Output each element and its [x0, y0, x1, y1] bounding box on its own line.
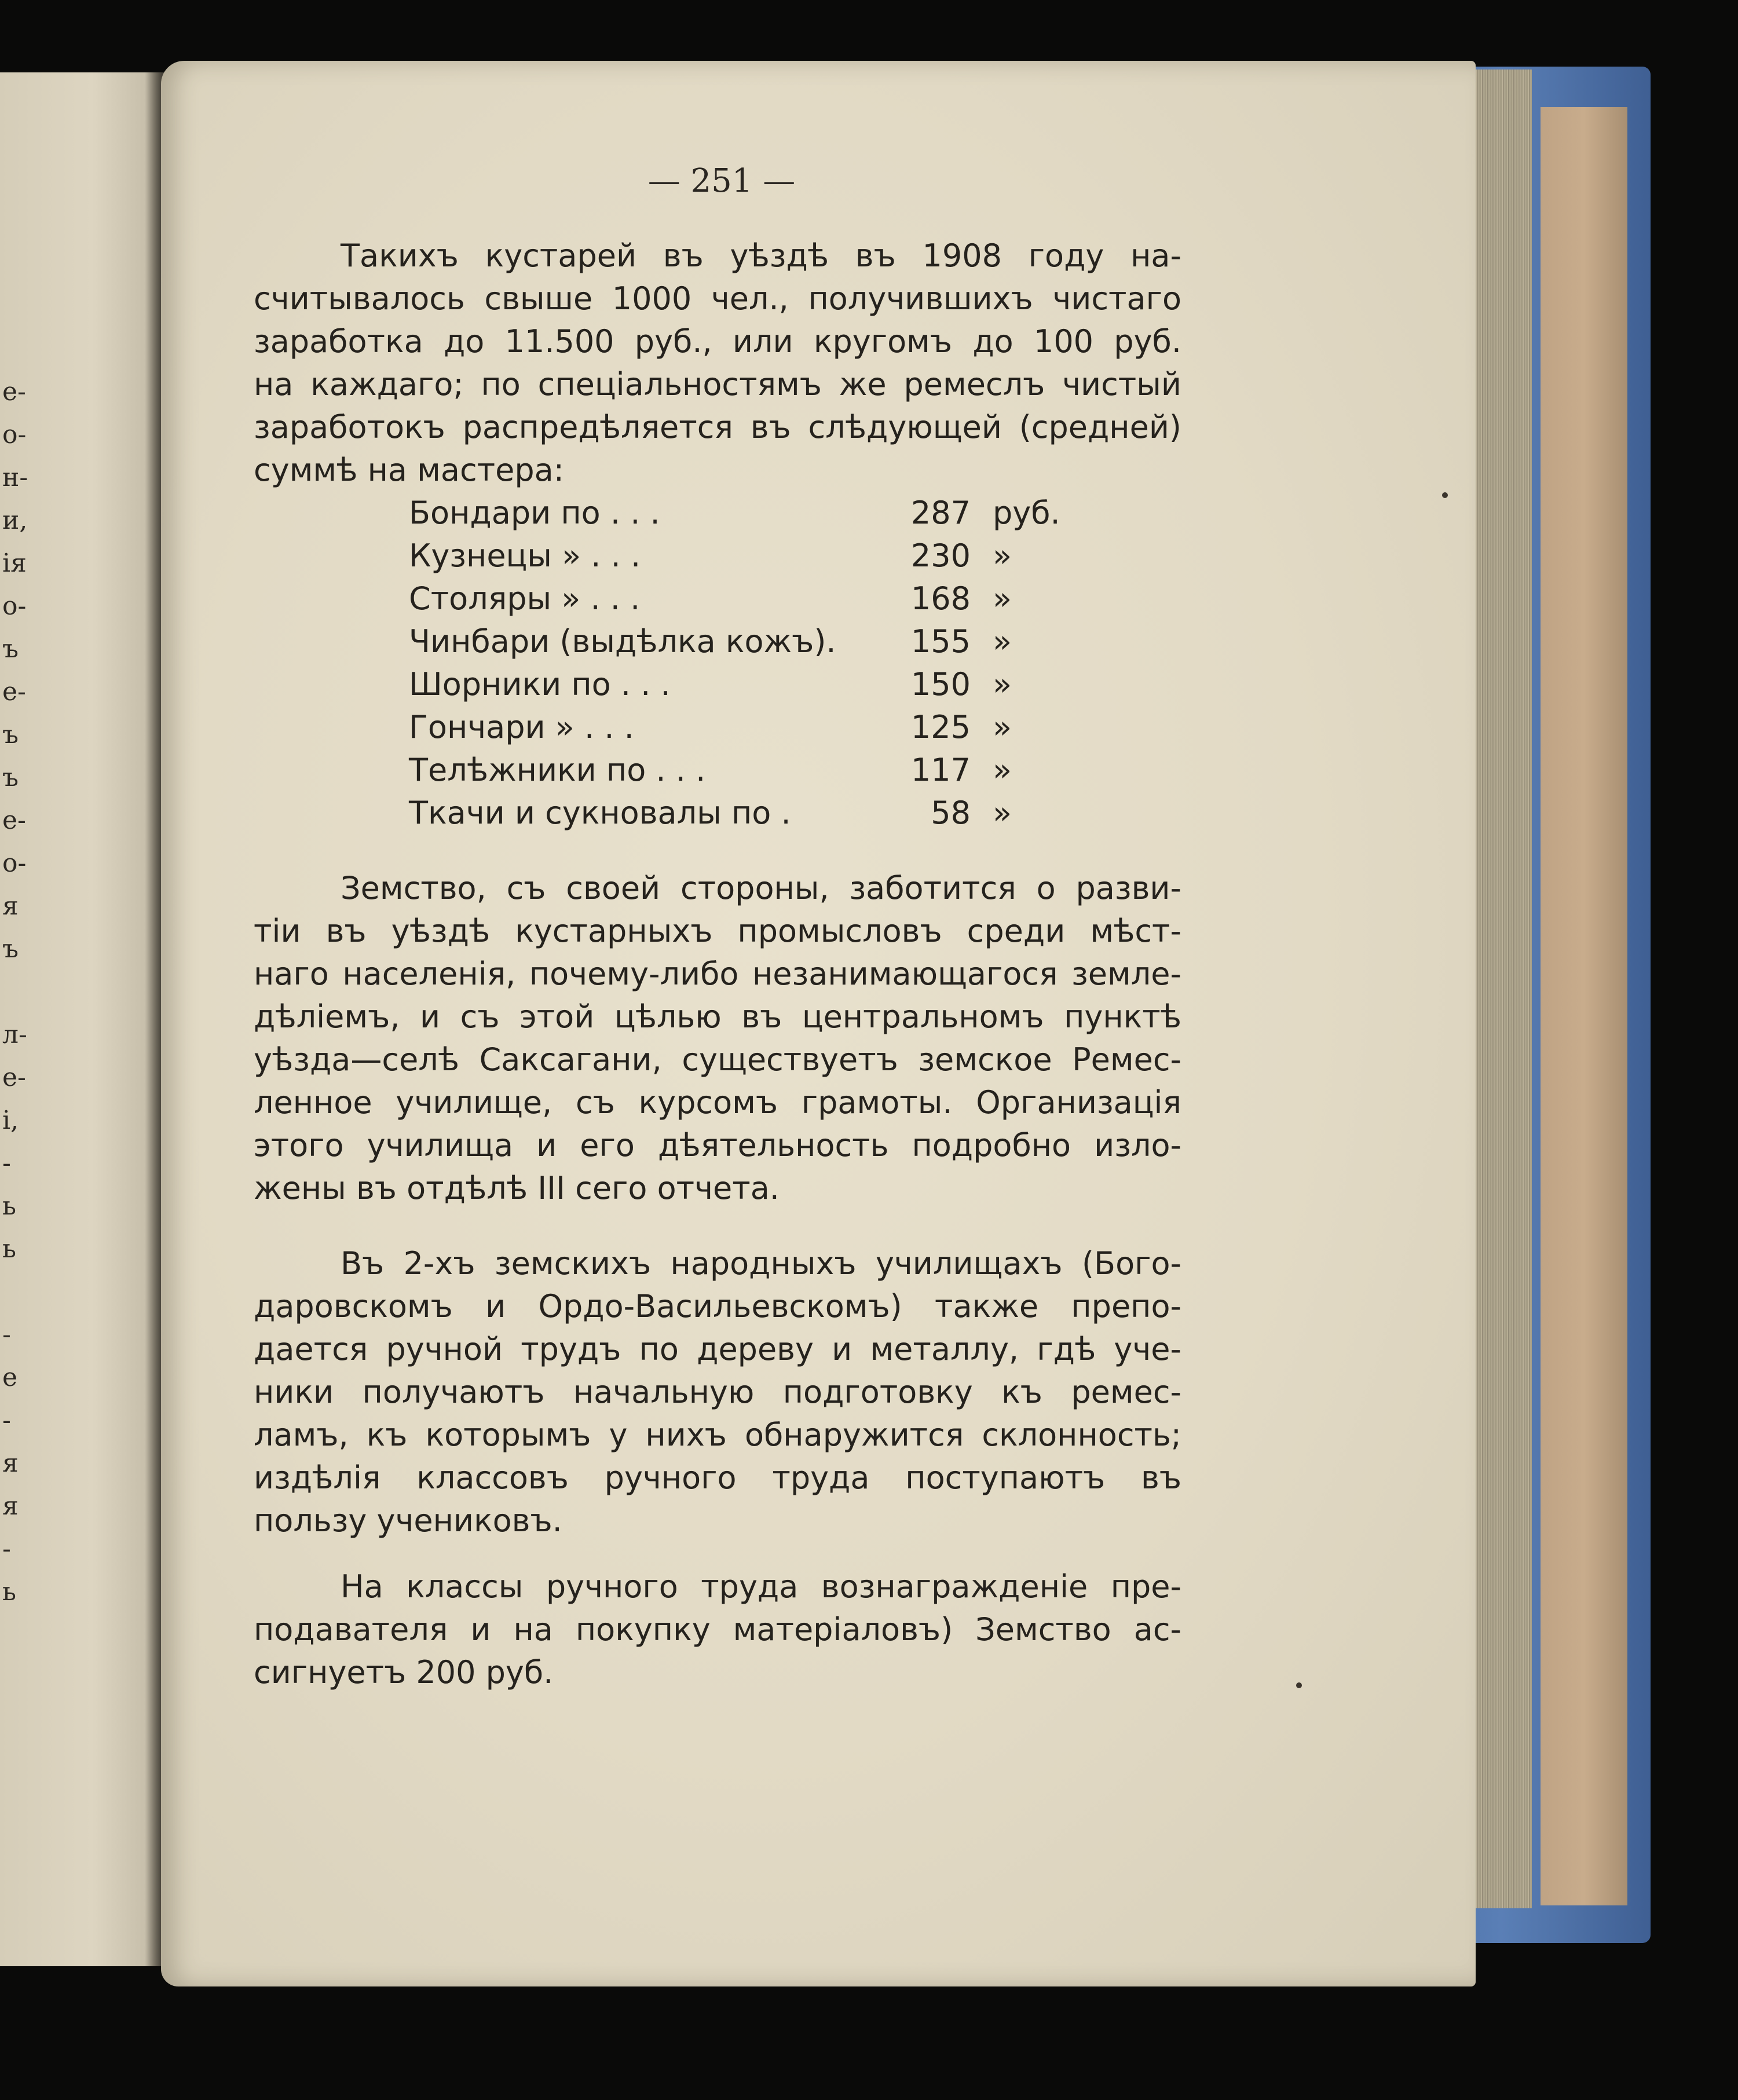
left-page-fragment: н-	[2, 463, 28, 492]
wage-trade: Телѣжники по . . .	[409, 752, 706, 788]
text-line: подавателя и на покупку матеріаловъ) Земство ас-	[254, 1611, 1181, 1648]
left-page-fragment: е-	[2, 677, 26, 707]
left-page-fragment: -	[2, 1320, 11, 1349]
left-page-fragment: ія	[2, 548, 27, 578]
left-page-fragment: і,	[2, 1106, 19, 1135]
left-page-fragment: ъ	[2, 720, 19, 749]
left-page-fragment: е-	[2, 1063, 26, 1092]
left-page-text-fragments	[0, 371, 46, 1614]
text-line: этого училища и его дѣятельность подробно изло-	[254, 1127, 1181, 1164]
text-line: на каждаго; по спеціальностямъ же ремеслъ чистый	[254, 366, 1181, 403]
left-page-fragment: ь	[2, 1577, 16, 1607]
wage-amount: 168	[910, 580, 971, 617]
wage-trade: Столяры » . . .	[409, 580, 641, 617]
text-line: жены въ отдѣлѣ III сего отчета.	[254, 1170, 780, 1206]
wage-trade: Гончари » . . .	[409, 709, 634, 745]
wage-unit: »	[993, 795, 1012, 831]
paragraph	[254, 1565, 1181, 1694]
cover-board-edge	[1541, 107, 1627, 1905]
wage-row	[409, 620, 1060, 663]
text-line: На классы ручного труда вознагражденіе пре-	[341, 1568, 1181, 1605]
wage-unit: »	[993, 709, 1012, 745]
page-text	[254, 235, 1181, 1694]
text-line: Такихъ кустарей въ уѣздѣ въ 1908 году на-	[341, 237, 1181, 274]
left-page-fragment: -	[2, 1534, 11, 1564]
wage-unit: »	[993, 580, 1012, 617]
text-line: Земство, съ своей стороны, заботится о разви-	[341, 870, 1181, 906]
text-line: дается ручной трудъ по дереву и металлу, гдѣ уче-	[254, 1331, 1181, 1367]
wage-trade: Кузнецы » . . .	[409, 537, 641, 574]
left-page-fragment: ъ	[2, 934, 19, 964]
wage-trade: Бондари по . . .	[409, 495, 660, 531]
left-page-fragment: е-	[2, 806, 26, 835]
wage-amount: 230	[910, 537, 971, 574]
wage-row	[409, 663, 1060, 706]
left-page-fragment: -	[2, 1406, 11, 1435]
left-page-fragment: я	[2, 891, 19, 921]
text-line: уѣзда—селѣ Саксагани, существуетъ земское Ремес-	[254, 1041, 1181, 1078]
left-page-fragment: е-	[2, 377, 26, 407]
text-line: дѣліемъ, и съ этой цѣлью въ центральномъ пунктѣ	[254, 998, 1181, 1035]
left-page-fragment	[0, 971, 46, 1014]
paragraph	[254, 235, 1181, 492]
wage-amount: 287	[910, 495, 971, 531]
wage-unit: »	[993, 537, 1012, 574]
text-line: издѣлія классовъ ручного труда поступаютъ въ	[254, 1459, 1181, 1496]
left-page-fragment: -	[2, 1148, 11, 1178]
wage-unit: »	[993, 752, 1012, 788]
text-line: ники получаютъ начальную подготовку къ ремес-	[254, 1374, 1181, 1410]
left-page-fragment: о-	[2, 848, 27, 878]
text-line: тіи въ уѣздѣ кустарныхъ промысловъ среди мѣст-	[254, 913, 1181, 949]
text-line: наго населенія, почему-либо незанимающагося земле-	[254, 956, 1181, 992]
wage-unit: »	[993, 666, 1012, 703]
wage-amount: 150	[910, 666, 971, 703]
text-line: ламъ, къ которымъ у нихъ обнаружится склонность;	[254, 1417, 1181, 1453]
text-line: пользу учениковъ.	[254, 1502, 562, 1539]
page-number: — 251 —	[647, 162, 796, 200]
wage-amount: 125	[910, 709, 971, 745]
wage-row	[409, 749, 1060, 792]
wage-amount: 117	[910, 752, 971, 788]
paper-speck	[1296, 1682, 1302, 1688]
left-page-fragment: ъ	[2, 763, 19, 792]
wage-row	[409, 792, 1060, 835]
left-page-fragment	[0, 1271, 46, 1314]
wage-unit: руб.	[993, 495, 1060, 531]
paper-speck	[1442, 492, 1448, 498]
text-line: заработокъ распредѣляется въ слѣдующей (средней)	[254, 409, 1181, 445]
text-line: заработка до 11.500 руб., или кругомъ до 100 руб.	[254, 323, 1181, 360]
text-line: Въ 2-хъ земскихъ народныхъ училищахъ (Бого-	[341, 1245, 1181, 1282]
left-page-fragment: ь	[2, 1191, 16, 1221]
wage-row	[409, 535, 1060, 577]
text-line: даровскомъ и Ордо-Васильевскомъ) также препо-	[254, 1288, 1181, 1325]
wage-amount: 58	[931, 795, 971, 831]
wage-row	[409, 706, 1060, 749]
text-line: считывалось свыше 1000 чел., получившихъ чистаго	[254, 280, 1181, 317]
left-page-fragment: ъ	[2, 634, 19, 664]
wage-row	[409, 577, 1060, 620]
left-page-fragment: е	[2, 1363, 18, 1392]
wage-trade: Чинбари (выдѣлка кожъ).	[409, 623, 836, 660]
left-page-fragment: я	[2, 1448, 19, 1478]
wage-trade: Шорники по . . .	[409, 666, 671, 703]
left-page-fragment: я	[2, 1491, 19, 1521]
text-line: суммѣ на мастера:	[254, 452, 564, 488]
wage-row	[409, 492, 1060, 535]
wage-trade: Ткачи и сукновалы по .	[409, 795, 791, 831]
text-line: ленное училище, съ курсомъ грамоты. Организація	[254, 1084, 1181, 1121]
left-page-fragment: о-	[2, 591, 27, 621]
left-page-fragment: о-	[2, 420, 27, 449]
paragraph	[254, 867, 1181, 1210]
left-page-fragment: л-	[2, 1020, 27, 1049]
left-page-fragment: ь	[2, 1234, 16, 1264]
paragraph	[254, 1242, 1181, 1542]
wage-amount: 155	[910, 623, 971, 660]
wage-unit: »	[993, 623, 1012, 660]
wage-table	[409, 492, 1060, 835]
left-page-fragment: и,	[2, 506, 28, 535]
text-line: сигнуетъ 200 руб.	[254, 1654, 554, 1691]
